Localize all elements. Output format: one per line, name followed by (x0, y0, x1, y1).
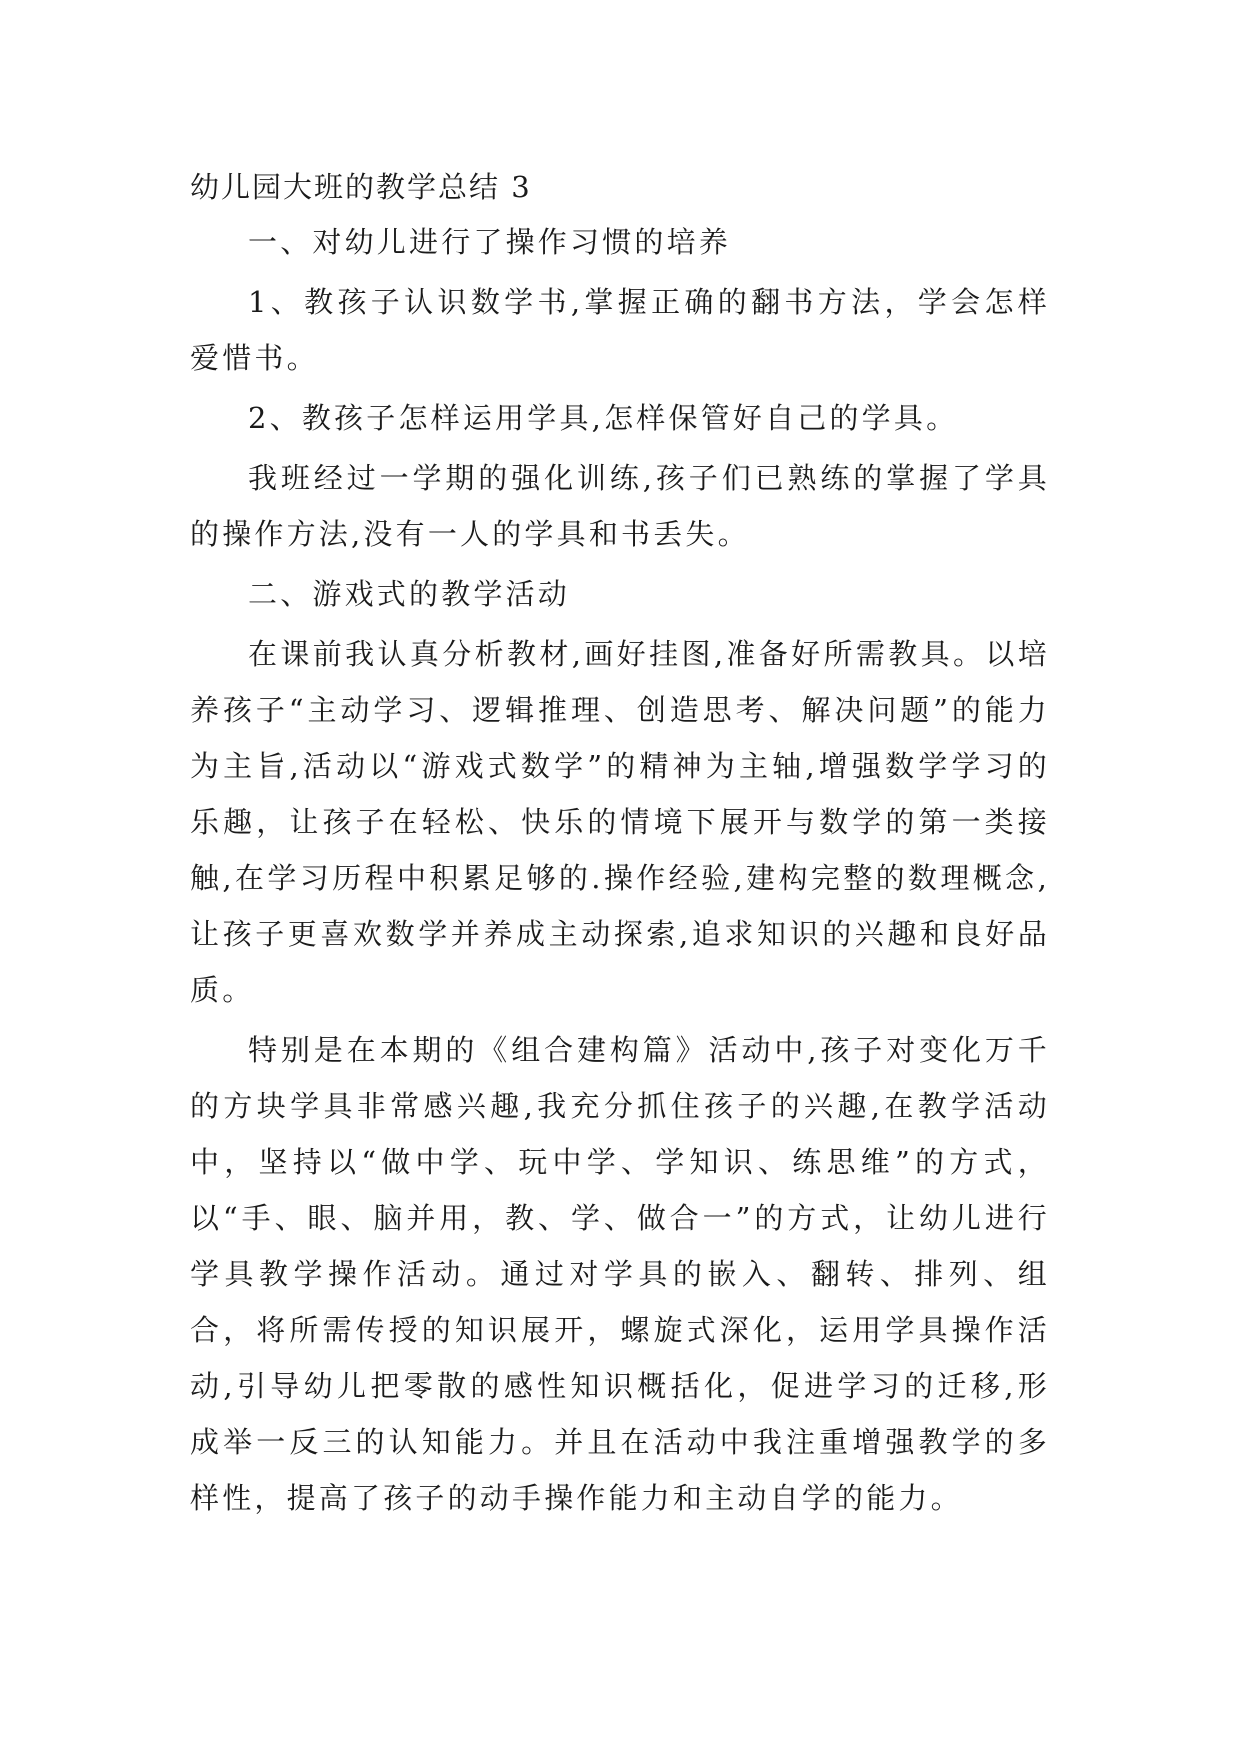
paragraph-training-result: 我班经过一学期的强化训练,孩子们已熟练的掌握了学具的操作方法,没有一人的学具和书丢失。 (190, 461, 1050, 551)
section-heading-2: 二、游戏式的教学活动 (248, 577, 571, 611)
paragraph-combination-activity: 特别是在本期的《组合建构篇》活动中,孩子对变化万千的方块学具非常感兴趣,我充分抓住孩子的兴趣,在教学活动中，坚持以“做中学、玩中学、学知识、练思维”的方式，以“手、眼、脑并用，教、学、做合一”的方式，让幼儿进行学具教学操作活动。通过对学具的嵌入、翻转、排列、组合，将所需传授的知识展开，螺旋式深化，运用学具操作活动,引导幼儿把零散的感性知识概括化，促进学习的迁移,形成举一反三的认知能力。并且在活动中我注重增强教学的多样性，提高了孩子的动手操作能力和主动自学的能力。 (190, 1033, 1050, 1515)
paragraph-item-1: 1、教孩子认识数学书,掌握正确的翻书方法，学会怎样爱惜书。 (190, 285, 1050, 375)
paragraph-item-2: 2、教孩子怎样运用学具,怎样保管好自己的学具。 (248, 401, 959, 435)
document-body (190, 160, 1050, 1530)
document-title: 幼儿园大班的教学总结 3 (190, 170, 532, 204)
paragraph-game-teaching: 在课前我认真分析教材,画好挂图,准备好所需教具。以培养孩子“主动学习、逻辑推理、创造思考、解决问题”的能力为主旨,活动以“游戏式数学”的精神为主轴,增强数学学习的乐趣，让孩子在轻松、快乐的情境下展开与数学的第一类接触,在学习历程中积累足够的.操作经验,建构完整的数理概念,让孩子更喜欢数学并养成主动探索,追求知识的兴趣和良好品质。 (190, 637, 1050, 1007)
section-heading-1: 一、对幼儿进行了操作习惯的培养 (248, 225, 732, 259)
